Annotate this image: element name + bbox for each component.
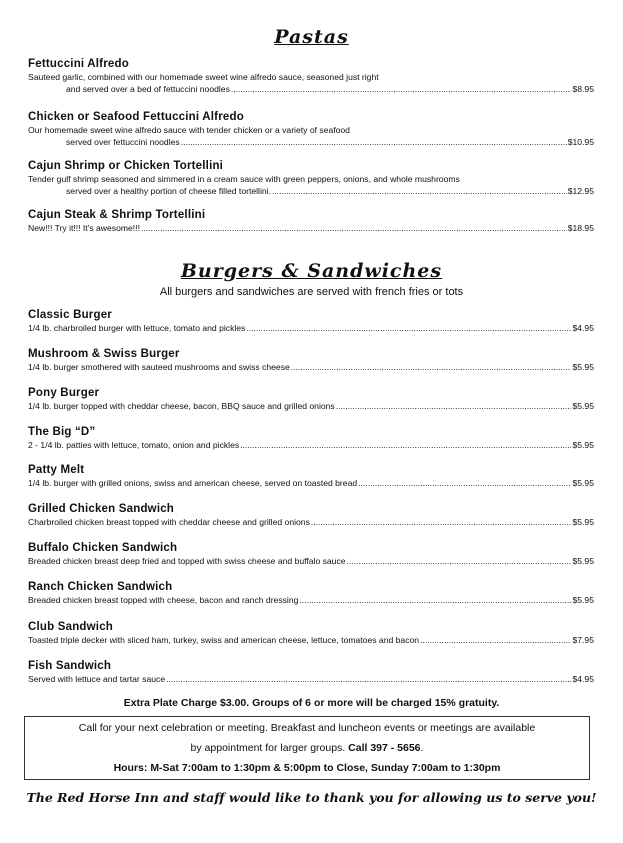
dot-leader (181, 136, 567, 148)
item-name: Cajun Shrimp or Chicken Tortellini (28, 160, 224, 172)
item-description-line: served over fettuccini noodles (66, 137, 180, 147)
dot-leader (272, 185, 567, 197)
item-description-line: New!!! Try it!!! It's awesome!!! (28, 223, 140, 233)
item-name: Club Sandwich (28, 621, 114, 633)
item-price: $5.95 (572, 517, 594, 527)
item-price-line (28, 185, 594, 197)
item-name: Buffalo Chicken Sandwich (28, 542, 178, 554)
item-description-line: and served over a bed of fettuccini noodles (66, 84, 230, 94)
thank-you-message: The Red Horse Inn and staff would like to thank you for allowing us to serve you! (26, 790, 597, 805)
dot-leader (299, 594, 571, 606)
menu-item (28, 159, 594, 197)
item-price: $5.95 (572, 440, 594, 450)
pastas-section-title: Pastas (274, 26, 349, 48)
item-price: $8.95 (572, 84, 594, 94)
dot-leader (336, 400, 572, 412)
item-description: Our homemade sweet wine alfredo sauce with tender chicken or a variety of seafood (28, 125, 350, 135)
item-price-line (28, 361, 594, 373)
dot-leader (358, 477, 571, 489)
menu-item (28, 57, 594, 95)
call-info-line (25, 738, 589, 758)
item-description-line: Toasted triple decker with sliced ham, turkey, swiss and american cheese, lettuce, tomatoes and bacon (28, 635, 420, 645)
dot-leader (311, 516, 572, 528)
item-price-line (28, 555, 594, 567)
item-price: $4.95 (572, 323, 594, 333)
item-name: Cajun Steak & Shrimp Tortellini (28, 209, 206, 221)
item-price-line (28, 516, 594, 528)
dot-leader (291, 361, 572, 373)
item-price-line (28, 222, 594, 234)
item-price-line (28, 594, 594, 606)
item-description: Tender gulf shrimp seasoned and simmered in a cream sauce with green peppers, onions, and whole mushrooms (28, 174, 460, 184)
burgers-subtitle: All burgers and sandwiches are served with french fries or tots (159, 286, 464, 298)
menu-item (28, 463, 594, 489)
item-price-line (28, 83, 594, 95)
item-description-line: 2 - 1/4 lb. patties with lettuce, tomato, onion and pickles (28, 440, 240, 450)
item-description-line: 1/4 lb. burger topped with cheddar cheese, bacon, BBQ sauce and grilled onions (28, 401, 335, 411)
item-price-line (28, 136, 594, 148)
item-price-line (28, 322, 594, 334)
call-info-line: Call for your next celebration or meeting. Breakfast and luncheon events or meetings are available (78, 722, 536, 734)
item-name: Classic Burger (28, 309, 112, 321)
item-name: Pony Burger (28, 387, 100, 399)
call-info-suffix: . (420, 742, 424, 754)
menu-item (28, 208, 594, 234)
item-price: $18.95 (567, 223, 594, 233)
item-price-line (28, 673, 594, 685)
item-price: $10.95 (567, 137, 594, 147)
menu-item (28, 620, 594, 646)
item-price: $7.95 (572, 635, 594, 645)
item-description-line: 1/4 lb. burger smothered with sauteed mushrooms and swiss cheese (28, 362, 290, 372)
menu-item (28, 541, 594, 567)
call-info-box (24, 716, 590, 780)
item-price: $4.95 (572, 674, 594, 684)
item-price-line (28, 400, 594, 412)
menu-item (28, 386, 594, 412)
menu-item (28, 659, 594, 685)
menu-item (28, 502, 594, 528)
item-name: The Big “D” (28, 426, 96, 438)
item-price-line (28, 634, 594, 646)
item-price: $5.95 (572, 362, 594, 372)
dot-leader (141, 222, 567, 234)
item-description-line: served over a healthy portion of cheese filled tortellini. (66, 186, 271, 196)
item-description-line: Breaded chicken breast topped with cheese, bacon and ranch dressing (28, 595, 299, 605)
item-description-line: Served with lettuce and tartar sauce (28, 674, 166, 684)
menu-item (28, 308, 594, 334)
menu-item (28, 110, 594, 148)
dot-leader (240, 439, 571, 451)
item-name: Fettuccini Alfredo (28, 58, 129, 70)
item-price: $5.95 (572, 556, 594, 566)
item-description-line: 1/4 lb. burger with grilled onions, swiss and american cheese, served on toasted bread (28, 478, 358, 488)
dot-leader (166, 673, 571, 685)
item-name: Mushroom & Swiss Burger (28, 348, 180, 360)
item-name: Grilled Chicken Sandwich (28, 503, 175, 515)
item-description-line: 1/4 lb. charbroiled burger with lettuce, tomato and pickles (28, 323, 246, 333)
menu-item (28, 425, 594, 451)
hours-line: Hours: M-Sat 7:00am to 1:30pm & 5:00pm to Close, Sunday 7:00am to 1:30pm (113, 762, 501, 774)
dot-leader (420, 634, 571, 646)
call-info-prefix: by appointment for larger groups. (190, 742, 349, 754)
item-description-line: Breaded chicken breast deep fried and topped with swiss cheese and buffalo sauce (28, 556, 346, 566)
item-description: Sauteed garlic, combined with our homemade sweet wine alfredo sauce, seasoned just right (28, 72, 379, 82)
item-price: $5.95 (572, 595, 594, 605)
menu-item (28, 580, 594, 606)
item-description-line: Charbroiled chicken breast topped with cheddar cheese and grilled onions (28, 517, 310, 527)
burgers-section-title: Burgers & Sandwiches (180, 260, 443, 282)
item-name: Fish Sandwich (28, 660, 112, 672)
dot-leader (246, 322, 571, 334)
extra-plate-charge-note: Extra Plate Charge $3.00. Groups of 6 or more will be charged 15% gratuity. (123, 697, 500, 709)
phone-number: Call 397 - 5656 (348, 742, 421, 754)
item-price-line (28, 477, 594, 489)
menu-item (28, 347, 594, 373)
item-name: Ranch Chicken Sandwich (28, 581, 173, 593)
dot-leader (231, 83, 572, 95)
item-price: $5.95 (572, 401, 594, 411)
item-price-line (28, 439, 594, 451)
item-price: $12.95 (567, 186, 594, 196)
item-price: $5.95 (572, 478, 594, 488)
item-name: Patty Melt (28, 464, 85, 476)
item-name: Chicken or Seafood Fettuccini Alfredo (28, 111, 244, 123)
dot-leader (347, 555, 572, 567)
